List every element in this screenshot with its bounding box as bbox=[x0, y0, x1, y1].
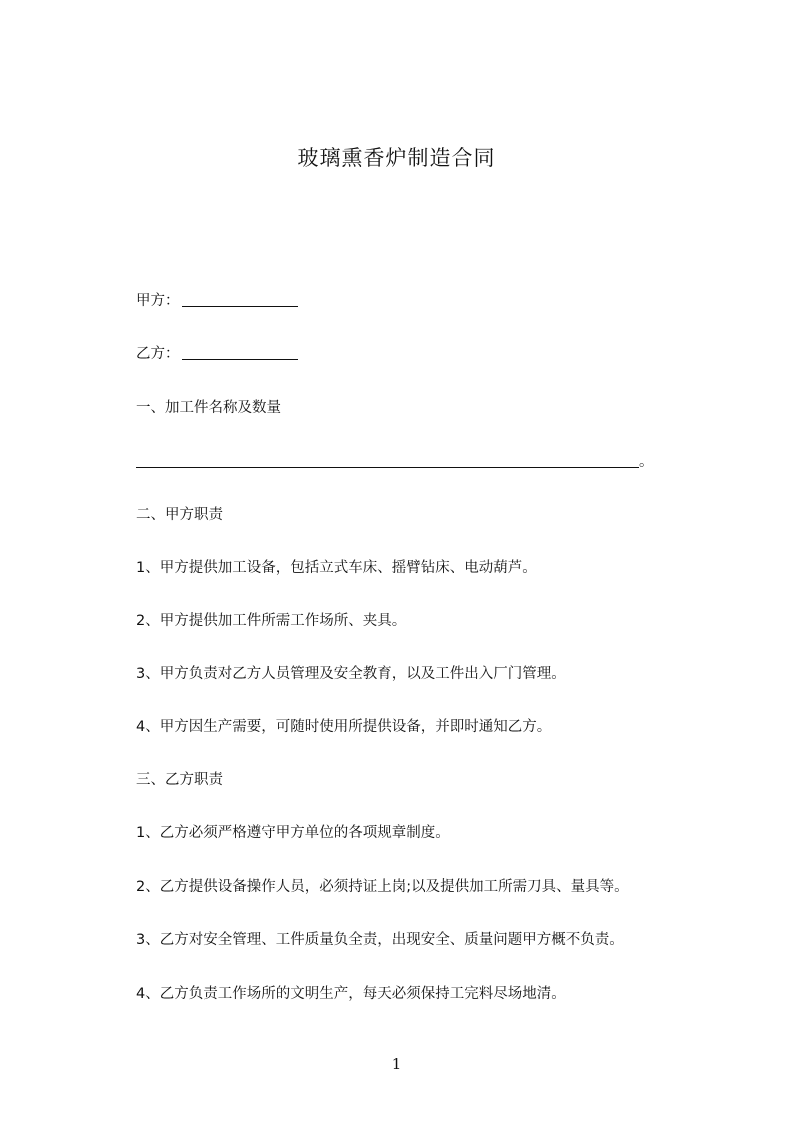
document-title: 玻璃熏香炉制造合同 bbox=[297, 146, 496, 170]
party-a-blank bbox=[182, 292, 298, 307]
section3-heading: 三、乙方职责 bbox=[136, 772, 223, 788]
section1-blank-line bbox=[136, 452, 654, 472]
party-b-label: 乙方： bbox=[136, 346, 180, 362]
section3-item: 2、乙方提供设备操作人员，必须持证上岗;以及提供加工所需刀具、量具等。 bbox=[136, 879, 629, 895]
blank-end-mark: 。 bbox=[639, 454, 654, 470]
section2-item: 4、甲方因生产需要，可随时使用所提供设备，并即时通知乙方。 bbox=[136, 719, 552, 735]
item-quantity-blank bbox=[136, 453, 639, 468]
page-number: 1 bbox=[391, 1055, 402, 1073]
party-b-blank bbox=[182, 345, 298, 360]
section2-heading: 二、甲方职责 bbox=[136, 507, 223, 523]
section3-item: 3、乙方对安全管理、工件质量负全责，出现安全、质量问题甲方概不负责。 bbox=[136, 932, 624, 948]
party-b-line bbox=[136, 344, 298, 364]
section2-item: 1、甲方提供加工设备，包括立式车床、摇臂钻床、电动葫芦。 bbox=[136, 560, 537, 576]
section2-item: 3、甲方负责对乙方人员管理及安全教育，以及工件出入厂门管理。 bbox=[136, 666, 566, 682]
party-a-line bbox=[136, 291, 298, 311]
section3-item: 1、乙方必须严格遵守甲方单位的各项规章制度。 bbox=[136, 825, 450, 841]
section2-item: 2、甲方提供加工件所需工作场所、夹具。 bbox=[136, 613, 407, 629]
party-a-label: 甲方： bbox=[136, 293, 180, 309]
section1-heading: 一、加工件名称及数量 bbox=[136, 400, 281, 416]
section3-item: 4、乙方负责工作场所的文明生产，每天必须保持工完料尽场地清。 bbox=[136, 986, 566, 1002]
